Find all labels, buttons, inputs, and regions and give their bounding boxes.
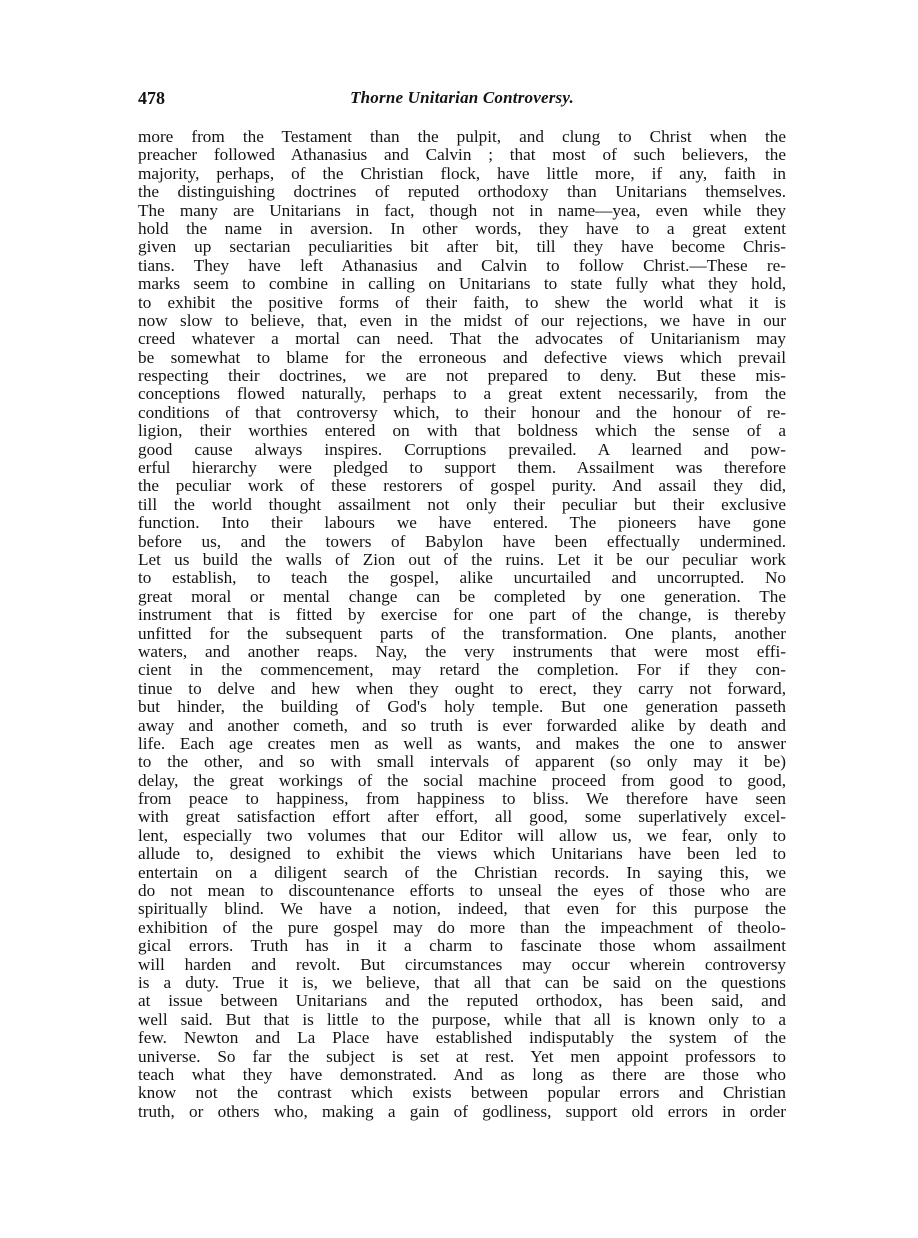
text-line: marks seem to combine in calling on Unitarians to state fully what they hold, <box>138 275 786 294</box>
text-line: with great satisfaction effort after effort, all good, some superlatively excel- <box>138 808 786 827</box>
text-line: now slow to believe, that, even in the midst of our rejections, we have in our <box>138 311 786 330</box>
text-line: to establish, to teach the gospel, alike uncurtailed and uncorrupted. No <box>138 569 786 588</box>
text-line: till the world thought assailment not only their peculiar but their exclusive <box>138 495 786 514</box>
text-line: erful hierarchy were pledged to support them. Assailment was therefore <box>138 459 786 478</box>
text-line: the peculiar work of these restorers of gospel purity. And assail they did, <box>138 477 786 496</box>
text-line: creed whatever a mortal can need. That the advocates of Unitarianism may <box>138 330 786 349</box>
text-line: at issue between Unitarians and the reputed orthodox, has been said, and <box>138 992 786 1011</box>
text-line: teach what they have demonstrated. And as long as there are those who <box>138 1065 786 1084</box>
text-line: majority, perhaps, of the Christian flock, have little more, if any, faith in <box>138 164 786 183</box>
text-line: universe. So far the subject is set at rest. Yet men appoint professors to <box>138 1047 786 1066</box>
text-line: lent, especially two volumes that our Editor will allow us, we fear, only to <box>138 826 786 845</box>
text-line: few. Newton and La Place have established indisputably the system of the <box>138 1029 786 1048</box>
text-line: is a duty. True it is, we believe, that all that can be said on the questions <box>138 973 786 992</box>
text-line: be somewhat to blame for the erroneous and defective views which prevail <box>138 348 786 367</box>
text-line: conceptions flowed naturally, perhaps to a great extent necessarily, from the <box>138 385 786 404</box>
body-text <box>138 128 786 1121</box>
text-line: before us, and the towers of Babylon have been effectually undermined. <box>138 532 786 551</box>
text-line: to exhibit the positive forms of their faith, to shew the world what it is <box>138 293 786 312</box>
text-line: Let us build the walls of Zion out of the ruins. Let it be our peculiar work <box>138 550 786 569</box>
text-line: the distinguishing doctrines of reputed orthodoxy than Unitarians themselves. <box>138 183 786 202</box>
text-line: good cause always inspires. Corruptions prevailed. A learned and pow- <box>138 440 786 459</box>
text-line: well said. But that is little to the purpose, while that all is known only to a <box>138 1010 786 1029</box>
text-line: cient in the commencement, may retard the completion. For if they con- <box>138 661 786 680</box>
text-line: more from the Testament than the pulpit, and clung to Christ when the <box>138 128 786 146</box>
text-line: tians. They have left Athanasius and Calvin to follow Christ.—These re- <box>138 256 786 275</box>
text-line: truth, or others who, making a gain of godliness, support old errors in order <box>138 1102 786 1121</box>
text-line: waters, and another reaps. Nay, the very instruments that were most effi- <box>138 642 786 661</box>
text-line: know not the contrast which exists between popular errors and Christian <box>138 1084 786 1103</box>
text-line: great moral or mental change can be completed by one generation. The <box>138 587 786 606</box>
text-line: will harden and revolt. But circumstances may occur wherein controversy <box>138 955 786 974</box>
text-line: hold the name in aversion. In other words, they have to a great extent <box>138 219 786 238</box>
text-line: entertain on a diligent search of the Christian records. In saying this, we <box>138 863 786 882</box>
text-line: tinue to delve and hew when they ought to erect, they carry not forward, <box>138 679 786 698</box>
text-line: exhibition of the pure gospel may do more than the impeachment of theolo- <box>138 918 786 937</box>
text-line: delay, the great workings of the social machine proceed from good to good, <box>138 771 786 790</box>
page-number: 478 <box>138 88 165 108</box>
text-line: respecting their doctrines, we are not prepared to deny. But these mis- <box>138 367 786 386</box>
text-line: life. Each age creates men as well as wants, and makes the one to answer <box>138 734 786 753</box>
text-line: from peace to happiness, from happiness to bliss. We therefore have seen <box>138 790 786 809</box>
text-line: but hinder, the building of God's holy temple. But one generation passeth <box>138 698 786 717</box>
text-line: do not mean to discountenance efforts to unseal the eyes of those who are <box>138 882 786 901</box>
running-title: Thorne Unitarian Controversy. <box>350 88 574 107</box>
text-line: The many are Unitarians in fact, though not in name—yea, even while they <box>138 201 786 220</box>
text-line: conditions of that controversy which, to their honour and the honour of re- <box>138 403 786 422</box>
text-line: ligion, their worthies entered on with that boldness which the sense of a <box>138 422 786 441</box>
text-line: function. Into their labours we have entered. The pioneers have gone <box>138 514 786 533</box>
text-line: to the other, and so with small intervals of apparent (so only may it be) <box>138 753 786 772</box>
text-line: away and another cometh, and so truth is ever forwarded alike by death and <box>138 716 786 735</box>
text-line: instrument that is fitted by exercise for one part of the change, is thereby <box>138 606 786 625</box>
text-line: spiritually blind. We have a notion, indeed, that even for this purpose the <box>138 900 786 919</box>
text-line: allude to, designed to exhibit the views which Unitarians have been led to <box>138 845 786 864</box>
text-line: gical errors. Truth has in it a charm to fascinate those whom assailment <box>138 937 786 956</box>
text-line: given up sectarian peculiarities bit after bit, till they have become Chris- <box>138 238 786 257</box>
text-line: preacher followed Athanasius and Calvin ; that most of such believers, the <box>138 146 786 165</box>
text-line: unfitted for the subsequent parts of the transformation. One plants, another <box>138 624 786 643</box>
running-head <box>138 88 786 112</box>
